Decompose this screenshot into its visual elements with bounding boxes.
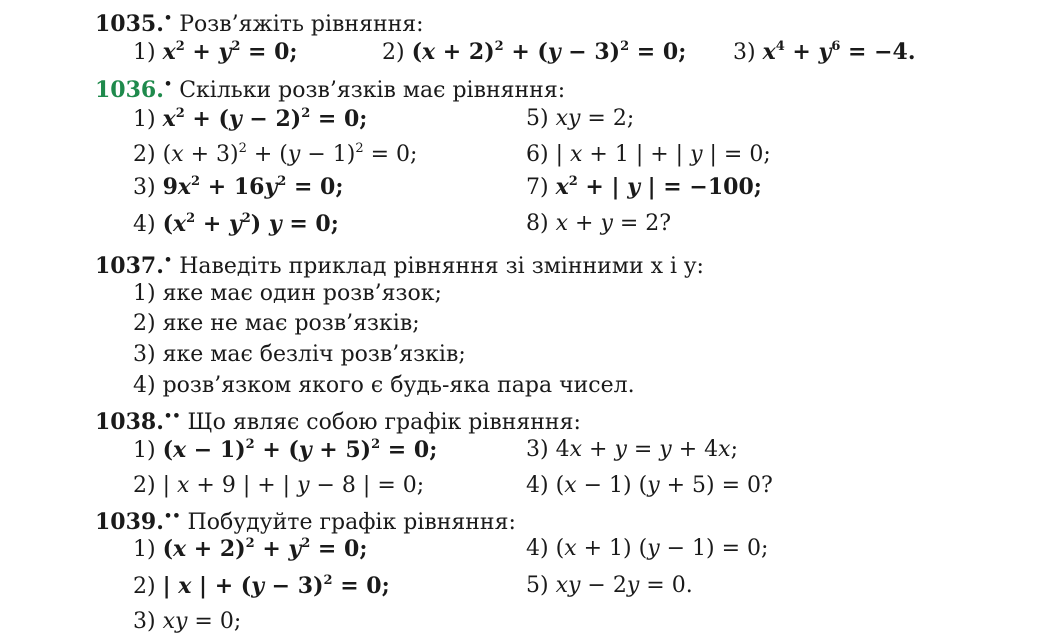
problem-1038-item-2: 2) | x + 9 | + | y − 8 | = 0; (133, 473, 425, 498)
problem-1039-item-4: 4) (x + 1) (y − 1) = 0; (526, 536, 769, 561)
problem-1036-item-7: 7) $x^2$ + | y | = −100; (526, 174, 762, 200)
equation: xy = 0; (162, 609, 242, 634)
equation: | x | + $(y - 3)^2 = 0$; (162, 573, 390, 599)
equation: $x^2$ + | y | = −100; (555, 174, 762, 200)
equation: xy = 2; (555, 106, 635, 131)
difficulty-marker: • (163, 77, 173, 92)
problem-number: 1039. (95, 509, 164, 535)
equation: | x + 1 | + | y | = 0; (555, 142, 771, 167)
equation: 4x + y = y + 4x; (555, 437, 738, 462)
problem-number: 1038. (95, 409, 164, 435)
problem-1037-item-3: 3) яке має безліч розв’язків; (133, 342, 466, 367)
problem-prompt: Що являє собою графік рівняння: (187, 410, 581, 435)
problem-1039-item-2: 2) | x | + $(y - 3)^2 = 0$; (133, 573, 390, 599)
problem-1039-item-1: 1) $(x + 2)^2 + y^2 = 0$; (133, 536, 368, 562)
problem-number: 1037. (95, 253, 164, 279)
problem-1036-item-4: 4) $(x^2 + y^2) y = 0$; (133, 211, 339, 237)
equation: $9x^2 + 16y^2 = 0$; (162, 174, 344, 200)
problem-1036-header (95, 72, 565, 104)
problem-1036-item-2: 2) $(x + 3)^2 + (y - 1)^2 = 0$; (133, 141, 418, 167)
problem-1037-item-1: 1) яке має один розв’язок; (133, 281, 442, 306)
equation: $(x^2 + y^2) y = 0$; (162, 211, 339, 237)
equation: | x + 9 | + | y − 8 | = 0; (162, 473, 425, 498)
problem-1039-header (95, 504, 516, 536)
equation: $(x + 3)^2 + (y - 1)^2 = 0$; (162, 141, 418, 167)
equation: $x^2 + (y - 2)^2 = 0$; (162, 106, 368, 132)
equation: $x^2 + y^2 = 0$; (162, 39, 298, 65)
problem-1036-item-1: 1) $x^2 + (y - 2)^2 = 0$; (133, 106, 368, 132)
equation: (x − 1) (y + 5) = 0? (555, 473, 773, 498)
equation: $(x + 2)^2 + (y - 3)^2 = 0$; (411, 39, 687, 65)
problem-1037-item-2: 2) яке не має розв’язків; (133, 311, 420, 336)
problem-1036-item-6: 6) | x + 1 | + | y | = 0; (526, 142, 771, 167)
problem-number: 1036. (95, 77, 164, 103)
problem-1036-item-5: 5) xy = 2; (526, 106, 635, 131)
problem-1038-header (95, 404, 581, 436)
difficulty-marker: • (163, 253, 173, 268)
difficulty-marker: •• (163, 509, 181, 524)
problem-prompt: Розв’яжіть рівняння: (179, 12, 424, 37)
problem-number: 1035. (95, 11, 164, 37)
problem-1039-item-5: 5) xy − 2y = 0. (526, 573, 693, 598)
problem-1036-item-3: 3) $9x^2 + 16y^2 = 0$; (133, 174, 344, 200)
equation: x + y = 2? (555, 211, 672, 236)
problem-1035-header (95, 6, 424, 38)
problem-1037-item-4: 4) розв’язком якого є будь-яка пара чисел. (133, 373, 635, 398)
problem-1035-item-3: 3) $x^4 + y^6 = -4$. (733, 39, 916, 65)
equation: $(x + 2)^2 + y^2 = 0$; (162, 536, 368, 562)
equation: xy − 2y = 0. (555, 573, 693, 598)
equation: $x^4 + y^6 = -4$. (762, 39, 916, 65)
equation: (x + 1) (y − 1) = 0; (555, 536, 769, 561)
problem-prompt: Скільки розв’язків має рівняння: (179, 78, 566, 103)
problem-1038-item-1: 1) $(x - 1)^2 + (y + 5)^2 = 0$; (133, 437, 438, 463)
problem-1035-item-2: 2) $(x + 2)^2 + (y - 3)^2 = 0$; (382, 39, 687, 65)
difficulty-marker: •• (163, 409, 181, 424)
problem-prompt: Наведіть приклад рівняння зі змінними x і y: (179, 254, 704, 279)
problem-1039-item-3: 3) xy = 0; (133, 609, 242, 634)
problem-1036-item-8: 8) x + y = 2? (526, 211, 672, 236)
difficulty-marker: • (163, 11, 173, 26)
problem-1038-item-3: 3) 4x + y = y + 4x; (526, 437, 738, 462)
problem-1038-item-4: 4) (x − 1) (y + 5) = 0? (526, 473, 773, 498)
equation: $(x - 1)^2 + (y + 5)^2 = 0$; (162, 437, 438, 463)
problem-1037-header (95, 248, 704, 280)
problem-1035-item-1: 1) $x^2 + y^2 = 0$; (133, 39, 298, 65)
problem-prompt: Побудуйте графік рівняння: (187, 510, 516, 535)
